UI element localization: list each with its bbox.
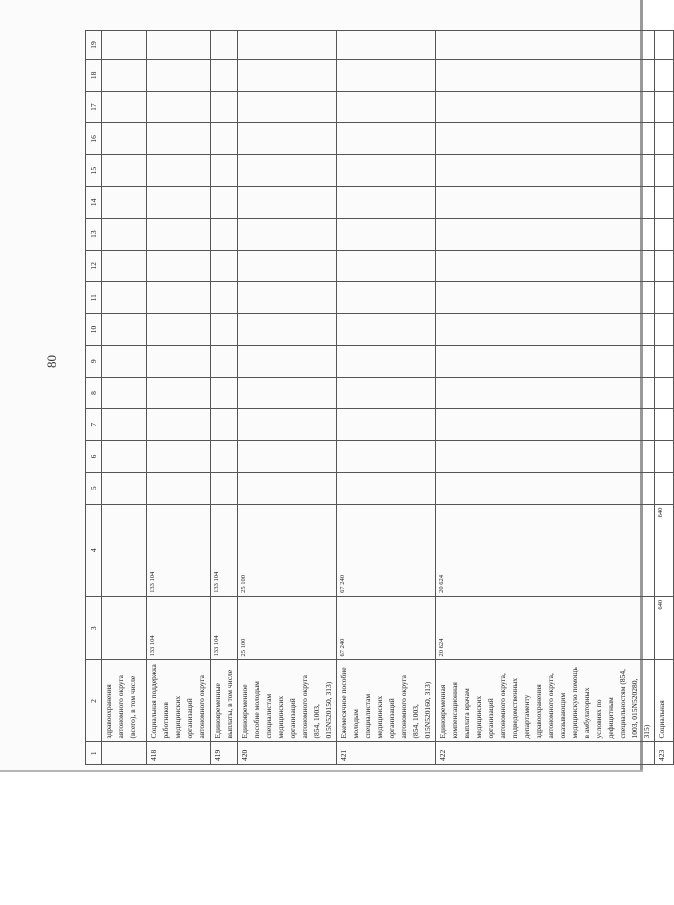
cell-col4 xyxy=(102,504,147,596)
cell-col4: 640 xyxy=(655,504,674,596)
row-name: Единовременное пособие молодым специалистам медицинских организаций автономного округа (854, 1003, 015N520150, 313) xyxy=(238,660,337,742)
table-row xyxy=(102,31,147,765)
col-header: 13 xyxy=(86,218,102,250)
row-id: 419 xyxy=(211,742,238,765)
col-header: 1 xyxy=(86,742,102,765)
col-header: 19 xyxy=(86,31,102,60)
col-header: 9 xyxy=(86,345,102,377)
col-header: 5 xyxy=(86,472,102,504)
table-row xyxy=(655,31,674,765)
page-number: 80 xyxy=(44,355,59,368)
col-header: 14 xyxy=(86,187,102,219)
cell-col3: 133 104 xyxy=(211,596,238,660)
cell-col4: 20 624 xyxy=(436,504,655,596)
cell-col4: 25 100 xyxy=(238,504,337,596)
row-id xyxy=(102,742,147,765)
row-name: здравоохранения автономного округа (всего), в том числе xyxy=(102,660,147,742)
col-header: 10 xyxy=(86,314,102,346)
cell-col3: 133 104 xyxy=(147,596,211,660)
row-id: 420 xyxy=(238,742,337,765)
col-header: 7 xyxy=(86,409,102,441)
col-header: 17 xyxy=(86,91,102,123)
table-row xyxy=(147,31,211,765)
row-name: Единовременные выплаты, в том числе xyxy=(211,660,238,742)
budget-table xyxy=(85,30,674,765)
row-name: Единовременная компенсационная выплата врачам медицинских организаций автономного округа, подведомственных департаменту здравоохранения автономного округа, оказывающим медицинскую помощь в амбулаторных условиях по дефицитным специальностям (854, 1003, 015N520280, 315) xyxy=(436,660,655,742)
cell-col3: 20 624 xyxy=(436,596,655,660)
col-header: 6 xyxy=(86,441,102,473)
table-container xyxy=(85,30,666,765)
row-name: Социальная поддержка работников медицинских организаций автономного округа xyxy=(147,660,211,742)
col-header: 3 xyxy=(86,596,102,660)
col-header: 2 xyxy=(86,660,102,742)
col-header: 16 xyxy=(86,123,102,155)
row-id: 418 xyxy=(147,742,211,765)
col-header: 11 xyxy=(86,282,102,314)
cell-col4: 133 104 xyxy=(211,504,238,596)
cell-col3: 25 100 xyxy=(238,596,337,660)
row-id: 421 xyxy=(337,742,436,765)
column-number-header xyxy=(86,31,102,765)
col-header: 15 xyxy=(86,155,102,187)
row-id: 422 xyxy=(436,742,655,765)
row-id: 423 xyxy=(655,742,674,765)
cell-col4: 133 104 xyxy=(147,504,211,596)
col-header: 4 xyxy=(86,504,102,596)
table-row xyxy=(436,31,655,765)
col-header: 8 xyxy=(86,377,102,409)
col-header: 18 xyxy=(86,59,102,91)
table-row xyxy=(211,31,238,765)
cell-col4: 67 240 xyxy=(337,504,436,596)
cell-col3 xyxy=(102,596,147,660)
row-name: Ежемесячное пособие молодым специалистам медицинских организаций автономного округа (854, 1003, 015N520160, 313) xyxy=(337,660,436,742)
table-row xyxy=(238,31,337,765)
row-name: Социальная xyxy=(655,660,674,742)
cell-col3: 640 xyxy=(655,596,674,660)
table-row xyxy=(337,31,436,765)
col-header: 12 xyxy=(86,250,102,282)
cell-col3: 67 240 xyxy=(337,596,436,660)
